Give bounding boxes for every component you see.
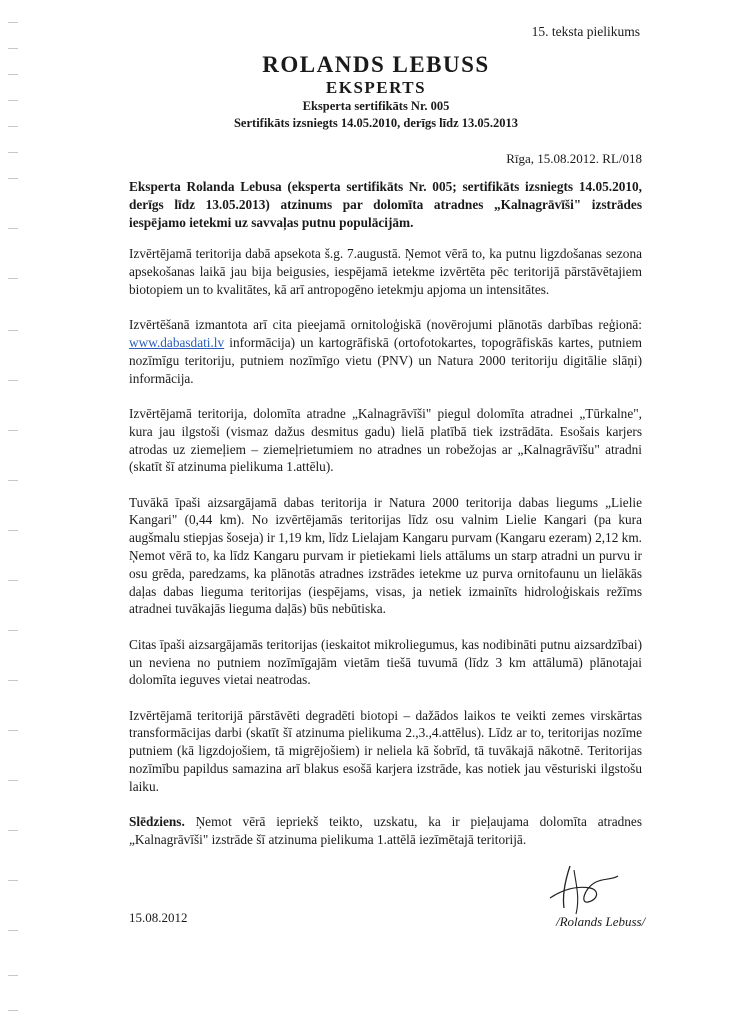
handwritten-signature xyxy=(540,858,630,918)
certificate-number: Eksperta sertifikāts Nr. 005 xyxy=(302,99,450,113)
signature-name: /Rolands Lebuss/ xyxy=(556,914,646,929)
place-date-reference: Rīga, 15.08.2012. RL/018 xyxy=(506,151,642,166)
annex-label: 15. teksta pielikums xyxy=(531,24,640,39)
letterhead xyxy=(0,52,752,132)
document-body xyxy=(129,178,642,866)
certificate-validity: Sertifikāts izsniegts 14.05.2010, derīgs līdz 13.05.2013 xyxy=(233,116,518,130)
conclusion-text: Ņemot vērā iepriekš teikto, uzskatu, ka ir pieļaujama dolomīta atradnes „Kalnagrāvīši" izstrāde šī atzinuma pielikuma 1.attēlā iezīmētajā teritorijā. xyxy=(129,814,642,847)
paragraph-habitats: Izvērtējamā teritorijā pārstāvēti degradēti biotopi – dažādos laikos te veikti zemes virskārtas transformācijas darbi (skatīt šī atzinuma pielikuma 2.,3.,4.attēlus). Līdz ar to, teritorijas nozīme putniem (kā ligzdojošiem, tā migrējošiem) ir neliela kā šobrīd, tā tuvākajā nākotnē. Teritorijas nozīmību papildus samazina arī blakus esošā karjera izstrāde, kas notiek jau vēsturiski ilgstošu laiku. xyxy=(129,707,642,794)
paragraph-survey: Izvērtējamā teritorija dabā apsekota š.g. 7.augustā. Ņemot vērā to, ka putnu ligzdošanas sezona apsekošanas laikā jau bija beigusies, iespējamā ietekme izvērtēta pēc teritorijā pārstāvētajiem biotopiem un to kvalitātes, kā arī antropogēno ietekmju apjoma un intensitātes. xyxy=(129,246,642,297)
document-title: Eksperta Rolanda Lebusa (eksperta sertifikāts Nr. 005; sertifikāts izsniegts 14.05.2010, derīgs līdz 13.05.2013) atzinums par dolomīta atradnes „Kalnagrāvīši" izstrādes iespējamo ietekmi uz savvaļas putnu populācijām. xyxy=(129,179,642,230)
signature-date: 15.08.2012 xyxy=(129,910,188,925)
dabasdati-link[interactable]: www.dabasdati.lv xyxy=(129,335,225,351)
paragraph-sources-text-2: informācija) un kartogrāfiskā (ortofotokartes, topogrāfiskās kartes, putniem nozīmīgu teritoriju, putniem nozīmīgo vietu (PNV) un Natura 2000 teritoriju digitālie slāņi) informācija. xyxy=(129,335,642,386)
paragraph-conclusion xyxy=(129,813,642,849)
paragraph-other-areas: Citas īpaši aizsargājamās teritorijas (ieskaitot mikroliegumus, kas nodibināti putnu aizsardzībai) un neviena no putniem nozīmīgajām vietām tiešā tuvumā (līdz 3 km attālumā) plānotajai dolomīta ieguves vietai neatrodas. xyxy=(129,636,642,688)
expert-name: ROLANDS LEBUSS xyxy=(262,52,490,77)
paragraph-sources xyxy=(129,316,642,387)
paragraph-location: Izvērtējamā teritorija, dolomīta atradne „Kalnagrāvīši" piegul dolomīta atradnei „Tūrkalne", kura jau ilgstoši (vismaz dažus desmitus gadu) lielā platībā tiek izstrādāta. Esošais karjers atrodas uz ziemeļiem – ziemeļrietumiem no atradnes un robežojas ar „Kalnagrāvīšu" atradni (skatīt šī atzinuma pielikuma 1.attēlu). xyxy=(129,405,642,475)
paragraph-protected-area: Tuvākā īpaši aizsargājamā dabas teritorija ir Natura 2000 teritorija dabas liegums „Lielie Kangari" (0,44 km). No izvērtējamās teritorijas līdz osu valnim Lielie Kangari (pa kura augšmalu stiepjas šoseja) ir 1,19 km, līdz Lielajam Kangaru purvam (Kangaru ezeram) 2,12 km. Ņemot vērā to, ka līdz Kangaru purvam ir pietiekami liels attālums un starp atradni un purvu ir osu grēda, paredzams, ka plānotās atradnes izstrādes ietekme uz purva ornitofaunu un lielākās daļas dabas lieguma teritorijas (iespējams, visas, ja netiek izmainīts hidroloģiskais režīms atradnei tuvākajās lieguma daļās) būs nebūtiska. xyxy=(129,494,642,617)
paragraph-sources-text-1: Izvērtēšanā izmantota arī cita pieejamā ornitoloģiskā (novērojumi plānotās darbības reģionā: xyxy=(129,317,642,333)
expert-role: EKSPERTS xyxy=(325,78,427,97)
conclusion-label: Slēdziens. xyxy=(129,814,185,830)
scan-margin-marks xyxy=(0,0,30,1024)
